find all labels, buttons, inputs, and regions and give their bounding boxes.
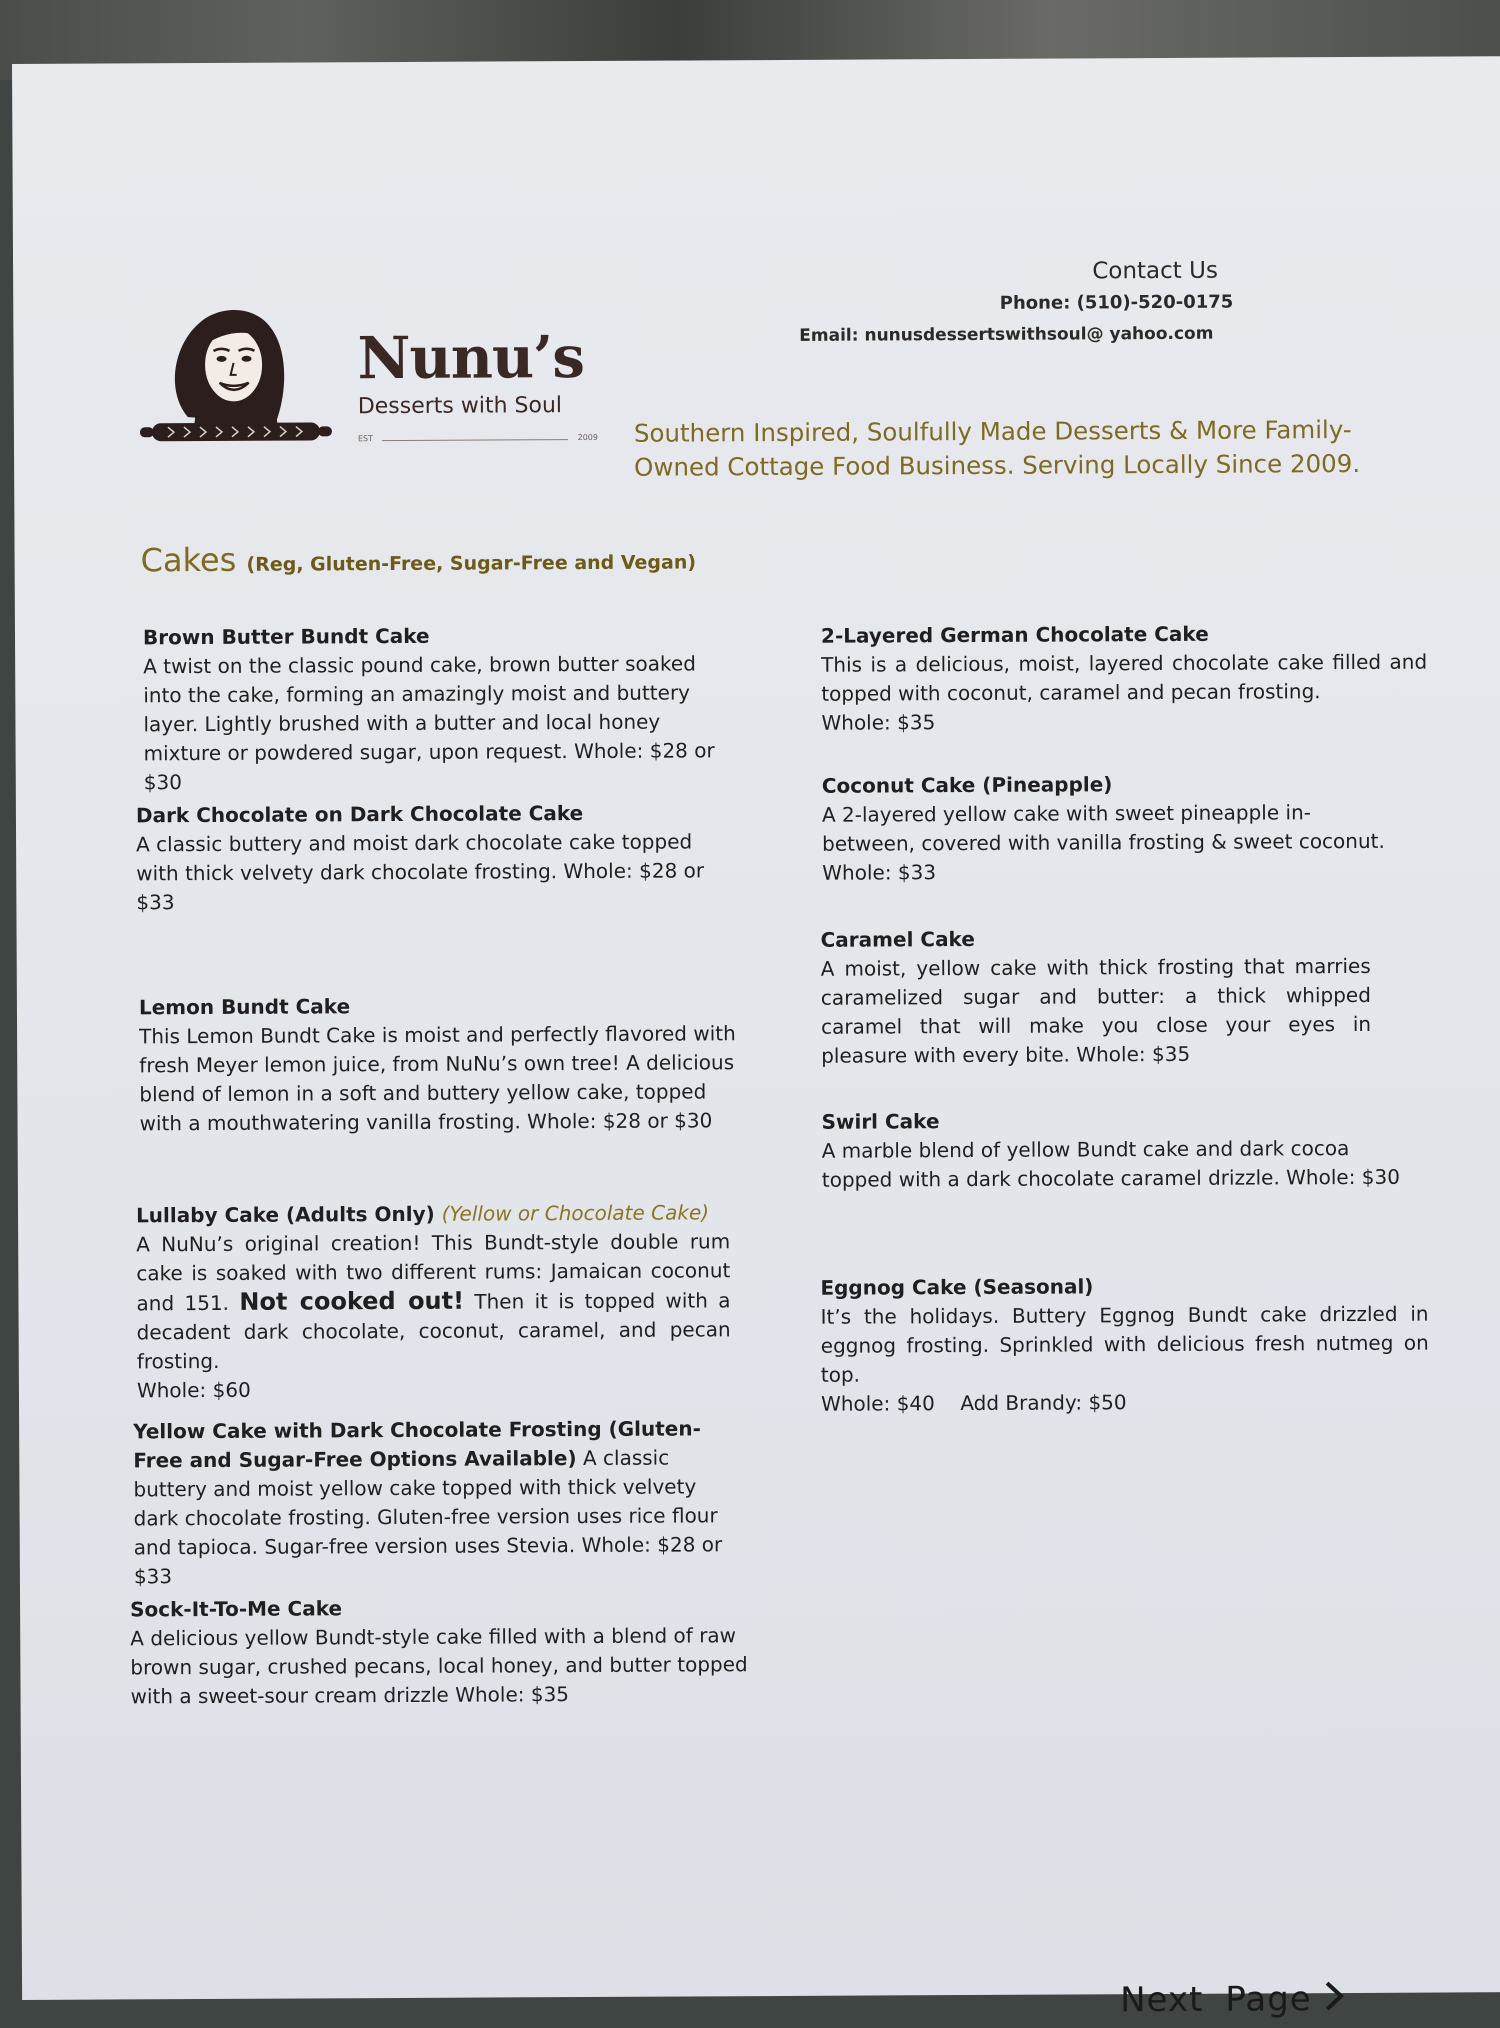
next-label: Next	[1120, 1979, 1204, 2021]
page-label: Page	[1225, 1979, 1312, 2020]
next-page-link[interactable]	[1120, 1979, 1346, 2022]
contact-email: Email: nunusdessertswithsoul@ yahoo.com	[799, 323, 1214, 346]
menu-item-name: Caramel Cake	[820, 926, 975, 952]
section-title	[141, 538, 697, 579]
menu-item-desc-a: A NuNu’s original creation! This Bundt-style double rum cake is soaked with two different rums: Jamaican coconut and 151.	[136, 1229, 731, 1316]
brand-name: Nunu’s	[357, 323, 585, 393]
menu-item-desc: It’s the holidays. Buttery Eggnog Bundt cake drizzled in eggnog frosting. Sprinkled with delicious fresh nutmeg on top.	[820, 1301, 1429, 1387]
menu-item	[821, 923, 1372, 1071]
menu-item	[139, 990, 740, 1138]
menu-item-name: Brown Butter Bundt Cake	[142, 623, 430, 650]
brand-tagline: Desserts with Soul	[357, 393, 563, 420]
menu-item	[136, 798, 737, 917]
chevron-right-icon	[1323, 1980, 1345, 2021]
menu-item-desc: This Lemon Bundt Cake is moist and perfectly flavored with fresh Meyer lemon juice, from NuNu’s own tree! A delicious blend of lemon in a soft and buttery yellow cake, topped with a mouthwatering vanilla frosting. Whole: $28 or $30	[139, 1021, 736, 1136]
menu-item	[821, 619, 1428, 738]
est-label: EST	[357, 434, 374, 444]
menu-item-name: Swirl Cake	[821, 1109, 940, 1134]
menu-item-desc-b: Then it is topped with a decadent dark chocolate, coconut, caramel, and pecan frosting.	[136, 1288, 731, 1374]
woman-portrait-logo-icon	[137, 298, 334, 455]
menu-item-price: Whole: $35	[821, 710, 936, 735]
menu-item-name: Sock-It-To-Me Cake	[130, 1596, 343, 1622]
menu-item-name	[136, 1198, 730, 1230]
menu-item-name: Eggnog Cake (Seasonal)	[820, 1274, 1094, 1300]
menu-item-desc: A classic buttery and moist yellow cake topped with thick velvety dark chocolate frosting. Gluten-free version uses rice flour and tapioca. Sugar-free version uses Stevia. Whole: $28 or $33	[133, 1445, 723, 1589]
section-title-text: Cakes	[140, 540, 237, 580]
menu-item	[133, 1414, 742, 1591]
menu-item-name: Lemon Bundt Cake	[138, 994, 351, 1020]
menu-item-desc: A delicious yellow Bundt-style cake filled with a blend of raw brown sugar, crushed pecans, local honey, and butter topped with a sweet-sour cream drizzle Whole: $35	[130, 1623, 748, 1709]
menu-item-desc: A moist, yellow cake with thick frosting that marries caramelized sugar and butter: a thick whipped caramel that will make you close your eyes in pleasure with every bite. Whole: $35	[820, 953, 1372, 1068]
est-divider	[382, 439, 568, 441]
menu-item-price-line	[821, 1387, 1429, 1419]
menu-item-desc: A 2-layered yellow cake with sweet pineapple in-between, covered with vanilla frosting & sweet coconut.	[821, 800, 1385, 856]
est-year: 2009	[577, 432, 598, 443]
contact-title: Contact Us	[1092, 257, 1218, 285]
menu-item-name: 2-Layered German Chocolate Cake	[820, 621, 1209, 648]
brand-established	[358, 433, 598, 446]
mission-statement: Southern Inspired, Soulfully Made Desserts & More Family-Owned Cottage Food Business. Serving Locally Since 2009.	[633, 414, 1361, 482]
menu-page	[12, 56, 1500, 2021]
menu-item-name: Coconut Cake (Pineapple)	[821, 772, 1113, 798]
menu-item-name-note: (Yellow or Chocolate Cake)	[441, 1200, 710, 1226]
menu-item-name: Yellow Cake with Dark Chocolate Frosting (Gluten-Free and Sugar-Free Options Available)	[133, 1416, 701, 1473]
contact-phone: Phone: (510)-520-0175	[999, 291, 1234, 314]
menu-item-desc: This is a delicious, moist, layered chocolate cake filled and topped with coconut, caramel and pecan frosting.	[821, 649, 1428, 706]
menu-item	[130, 1592, 751, 1711]
menu-item-desc: A twist on the classic pound cake, brown butter soaked into the cake, forming an amazingly moist and buttery layer. Lightly brushed with a butter and local honey mixture or powdered sugar, upon request. Whole: $28 or $30	[143, 651, 715, 795]
menu-item	[820, 1271, 1429, 1419]
menu-item-price: Whole: $40	[820, 1391, 935, 1416]
menu-item	[822, 769, 1403, 888]
menu-item-desc-highlight: Not cooked out!	[239, 1286, 465, 1316]
menu-item-desc	[136, 1227, 731, 1376]
menu-item-price: Whole: $60	[136, 1377, 251, 1403]
menu-item-desc: A classic buttery and moist dark chocolate cake topped with thick velvety dark chocolate frosting. Whole: $28 or $33	[136, 829, 705, 915]
menu-item	[821, 1105, 1421, 1195]
menu-item-name-text: Lullaby Cake (Adults Only)	[135, 1201, 435, 1228]
menu-item-addon-price: Add Brandy: $50	[960, 1390, 1127, 1416]
menu-item-price: Whole: $33	[822, 860, 937, 885]
menu-item	[136, 1198, 731, 1405]
section-subtitle: (Reg, Gluten-Free, Sugar-Free and Vegan)	[246, 551, 697, 576]
menu-item-desc: A marble blend of yellow Bundt cake and dark cocoa topped with a dark chocolate caramel drizzle. Whole: $30	[821, 1136, 1401, 1192]
menu-item-name: Dark Chocolate on Dark Chocolate Cake	[135, 801, 584, 828]
menu-item	[143, 620, 734, 797]
